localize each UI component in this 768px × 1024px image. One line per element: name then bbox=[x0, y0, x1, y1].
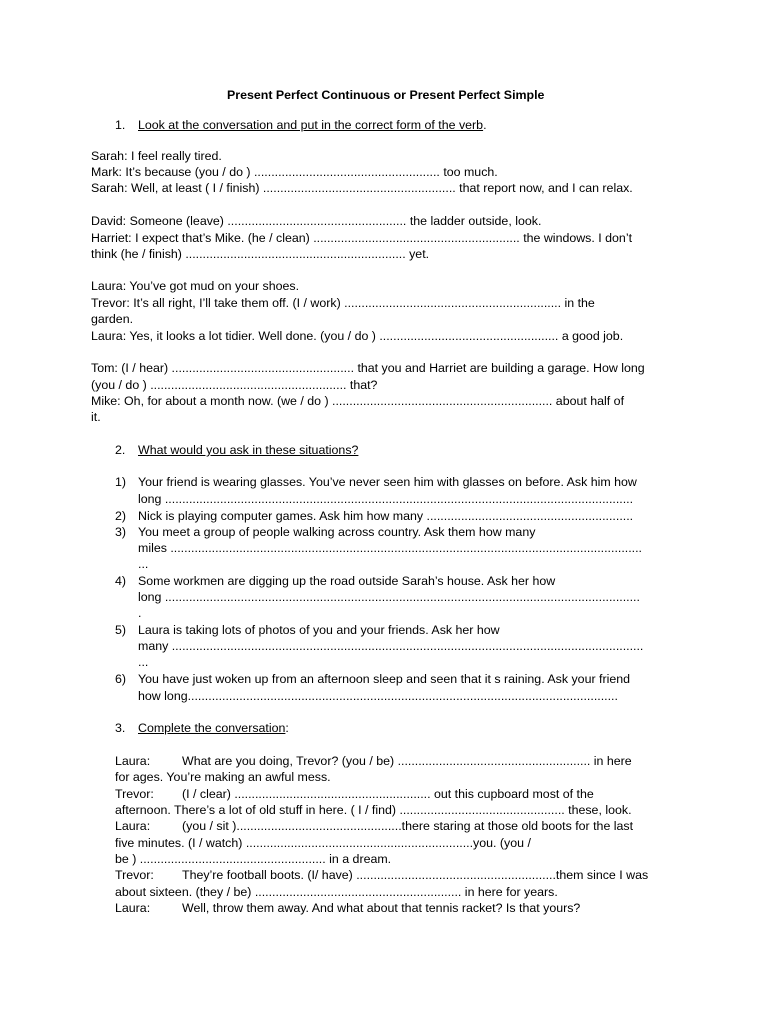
s3-line: They’re football boots. (I/ have) ..........................................................them since I was bbox=[182, 868, 649, 882]
s2-item-line: long .......................................................................................................................................... bbox=[138, 590, 640, 604]
s1-line: garden. bbox=[91, 312, 134, 326]
s2-item-line: Laura is taking lots of photos of you and your friends. Ask her how bbox=[138, 623, 500, 637]
s2-item-line: You meet a group of people walking across country. Ask them how many bbox=[138, 525, 536, 539]
s3-line: about sixteen. (they / be) ............................................................ in here for years. bbox=[115, 885, 558, 899]
s2-item-line: miles ......................................................................................................................................... bbox=[138, 541, 642, 555]
s1-line: (you / do ) ......................................................... that? bbox=[91, 378, 378, 392]
section1-heading-end: . bbox=[483, 118, 487, 132]
s1-line: Laura: Yes, it looks a lot tidier. Well done. (you / do ) .................................................... a good job. bbox=[91, 329, 624, 343]
s2-item-number: 1) bbox=[115, 475, 127, 489]
s2-item-number: 3) bbox=[115, 525, 127, 539]
s2-item-line: Your friend is wearing glasses. You’ve never seen him with glasses on before. Ask him how bbox=[138, 475, 637, 489]
s3-line: five minutes. (I / watch) ..................................................................you. (you / bbox=[115, 836, 531, 850]
s2-item-number: 6) bbox=[115, 672, 127, 686]
s3-line: What are you doing, Trevor? (you / be) ........................................................ in here bbox=[182, 754, 632, 768]
s2-item-line: Some workmen are digging up the road outside Sarah’s house. Ask her how bbox=[138, 574, 556, 588]
s2-item-line: how long............................................................................................................................. bbox=[138, 689, 618, 703]
s2-item-line: ... bbox=[138, 655, 149, 669]
s3-speaker: Trevor: bbox=[115, 868, 154, 882]
s2-item-number: 4) bbox=[115, 574, 127, 588]
s3-line: Well, throw them away. And what about that tennis racket? Is that yours? bbox=[182, 901, 581, 915]
s3-line: for ages. You’re making an awful mess. bbox=[115, 770, 331, 784]
s2-item-line: many ......................................................................................................................................... bbox=[138, 639, 644, 653]
s2-item-number: 2) bbox=[115, 509, 127, 523]
section3-heading bbox=[138, 720, 289, 736]
s1-line: Mark: It’s because (you / do ) ...................................................... too much. bbox=[91, 165, 498, 179]
s3-speaker: Laura: bbox=[115, 754, 151, 768]
s2-item-line: ... bbox=[138, 557, 149, 571]
s1-line: Sarah: Well, at least ( I / finish) ........................................................ that report now, and I can relax. bbox=[91, 181, 633, 195]
s2-item-line: long ........................................................................................................................................ bbox=[138, 492, 634, 506]
s3-speaker: Laura: bbox=[115, 901, 151, 915]
page-title: Present Perfect Continuous or Present Perfect Simple bbox=[227, 88, 545, 102]
s1-line: David: Someone (leave) .................................................... the ladder outside, look. bbox=[91, 214, 542, 228]
section3-heading-end: : bbox=[285, 721, 289, 735]
s3-speaker: Laura: bbox=[115, 819, 151, 833]
s1-line: think (he / finish) ................................................................ yet. bbox=[91, 247, 430, 261]
section2-heading: What would you ask in these situations? bbox=[138, 443, 359, 457]
s2-item-line: Nick is playing computer games. Ask him how many ............................................................ bbox=[138, 509, 634, 523]
s1-line: Tom: (I / hear) ..................................................... that you and Harriet are building a garage. How long bbox=[91, 361, 645, 375]
s2-item-line: . bbox=[138, 606, 142, 620]
s1-line: Mike: Oh, for about a month now. (we / do ) ................................................................ about half of bbox=[91, 394, 625, 408]
s2-item-number: 5) bbox=[115, 623, 127, 637]
s2-item-line: You have just woken up from an afternoon sleep and seen that it s raining. Ask your friend bbox=[138, 672, 631, 686]
s1-line: it. bbox=[91, 410, 101, 424]
section1-heading-text: Look at the conversation and put in the correct form of the verb bbox=[138, 118, 484, 132]
section2-number: 2. bbox=[115, 443, 126, 457]
s3-line: (you / sit )................................................there staring at those old boots for the last bbox=[182, 819, 634, 833]
s3-line: be ) ...................................................... in a dream. bbox=[115, 852, 392, 866]
s1-line: Sarah: I feel really tired. bbox=[91, 149, 222, 163]
s3-speaker: Trevor: bbox=[115, 787, 154, 801]
section3-heading-text: Complete the conversation bbox=[138, 721, 286, 735]
section1-heading bbox=[138, 117, 487, 133]
section1-number: 1. bbox=[115, 118, 126, 132]
s1-line: Laura: You’ve got mud on your shoes. bbox=[91, 279, 300, 293]
s3-line: (I / clear) ......................................................... out this cupboard most of the bbox=[182, 787, 594, 801]
s1-line: Trevor: It’s all right, I’ll take them off. (I / work) ............................................................... in the bbox=[91, 296, 595, 310]
s3-line: afternoon. There’s a lot of old stuff in here. ( I / find) ................................................ these, look. bbox=[115, 803, 632, 817]
s1-line: Harriet: I expect that’s Mike. (he / clean) ............................................................ the windows. I don’t bbox=[91, 231, 633, 245]
section3-number: 3. bbox=[115, 721, 126, 735]
